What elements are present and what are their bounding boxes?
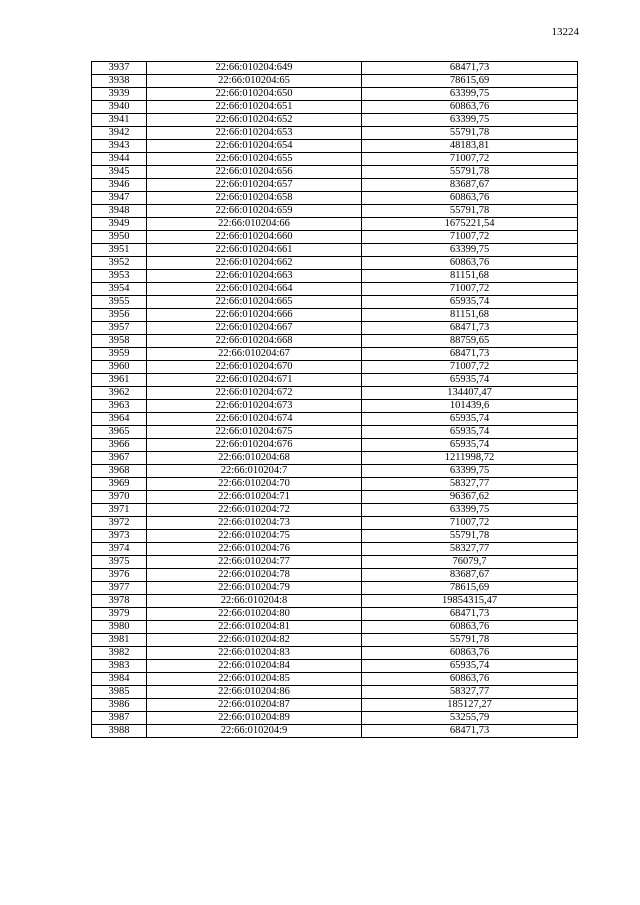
cadastral-number-cell: 22:66:010204:664	[147, 283, 362, 296]
value-cell: 1675221,54	[362, 218, 578, 231]
value-cell: 134407,47	[362, 387, 578, 400]
row-number-cell: 3939	[92, 88, 147, 101]
value-cell: 71007,72	[362, 153, 578, 166]
value-cell: 76079,7	[362, 556, 578, 569]
table-row	[92, 205, 578, 218]
value-cell: 63399,75	[362, 114, 578, 127]
table-row	[92, 257, 578, 270]
cadastral-number-cell: 22:66:010204:79	[147, 582, 362, 595]
table-row	[92, 413, 578, 426]
row-number-cell: 3983	[92, 660, 147, 673]
cadastral-number-cell: 22:66:010204:652	[147, 114, 362, 127]
cadastral-number-cell: 22:66:010204:659	[147, 205, 362, 218]
table-row	[92, 725, 578, 738]
row-number-cell: 3950	[92, 231, 147, 244]
cadastral-number-cell: 22:66:010204:81	[147, 621, 362, 634]
cadastral-number-cell: 22:66:010204:68	[147, 452, 362, 465]
cadastral-number-cell: 22:66:010204:71	[147, 491, 362, 504]
row-number-cell: 3959	[92, 348, 147, 361]
cadastral-number-cell: 22:66:010204:673	[147, 400, 362, 413]
row-number-cell: 3953	[92, 270, 147, 283]
row-number-cell: 3971	[92, 504, 147, 517]
cadastral-number-cell: 22:66:010204:82	[147, 634, 362, 647]
row-number-cell: 3975	[92, 556, 147, 569]
row-number-cell: 3941	[92, 114, 147, 127]
cadastral-number-cell: 22:66:010204:660	[147, 231, 362, 244]
cadastral-number-cell: 22:66:010204:76	[147, 543, 362, 556]
value-cell: 65935,74	[362, 426, 578, 439]
value-cell: 68471,73	[362, 725, 578, 738]
value-cell: 63399,75	[362, 244, 578, 257]
table-row	[92, 712, 578, 725]
row-number-cell: 3948	[92, 205, 147, 218]
value-cell: 68471,73	[362, 62, 578, 75]
value-cell: 19854315,47	[362, 595, 578, 608]
cadastral-number-cell: 22:66:010204:657	[147, 179, 362, 192]
table-row	[92, 192, 578, 205]
row-number-cell: 3946	[92, 179, 147, 192]
value-cell: 63399,75	[362, 504, 578, 517]
cadastral-number-cell: 22:66:010204:89	[147, 712, 362, 725]
cadastral-value-table	[91, 61, 578, 738]
cadastral-number-cell: 22:66:010204:77	[147, 556, 362, 569]
table-row	[92, 218, 578, 231]
cadastral-number-cell: 22:66:010204:676	[147, 439, 362, 452]
table-row	[92, 452, 578, 465]
row-number-cell: 3976	[92, 569, 147, 582]
table-row	[92, 439, 578, 452]
row-number-cell: 3942	[92, 127, 147, 140]
cadastral-number-cell: 22:66:010204:658	[147, 192, 362, 205]
row-number-cell: 3987	[92, 712, 147, 725]
row-number-cell: 3966	[92, 439, 147, 452]
cadastral-number-cell: 22:66:010204:67	[147, 348, 362, 361]
row-number-cell: 3982	[92, 647, 147, 660]
value-cell: 53255,79	[362, 712, 578, 725]
row-number-cell: 3957	[92, 322, 147, 335]
cadastral-number-cell: 22:66:010204:9	[147, 725, 362, 738]
table-row	[92, 374, 578, 387]
row-number-cell: 3952	[92, 257, 147, 270]
cadastral-number-cell: 22:66:010204:655	[147, 153, 362, 166]
table-body	[92, 62, 578, 738]
table-row	[92, 283, 578, 296]
cadastral-number-cell: 22:66:010204:66	[147, 218, 362, 231]
cadastral-number-cell: 22:66:010204:83	[147, 647, 362, 660]
table-row	[92, 543, 578, 556]
table-row	[92, 179, 578, 192]
row-number-cell: 3956	[92, 309, 147, 322]
cadastral-number-cell: 22:66:010204:671	[147, 374, 362, 387]
table-row	[92, 608, 578, 621]
row-number-cell: 3974	[92, 543, 147, 556]
table-row	[92, 335, 578, 348]
row-number-cell: 3969	[92, 478, 147, 491]
table-row	[92, 75, 578, 88]
table-row	[92, 582, 578, 595]
cadastral-number-cell: 22:66:010204:72	[147, 504, 362, 517]
table-row	[92, 231, 578, 244]
cadastral-number-cell: 22:66:010204:661	[147, 244, 362, 257]
row-number-cell: 3977	[92, 582, 147, 595]
table-row	[92, 660, 578, 673]
table-row	[92, 595, 578, 608]
row-number-cell: 3979	[92, 608, 147, 621]
value-cell: 65935,74	[362, 439, 578, 452]
value-cell: 78615,69	[362, 582, 578, 595]
value-cell: 60863,76	[362, 647, 578, 660]
row-number-cell: 3955	[92, 296, 147, 309]
value-cell: 60863,76	[362, 621, 578, 634]
row-number-cell: 3958	[92, 335, 147, 348]
cadastral-number-cell: 22:66:010204:663	[147, 270, 362, 283]
value-cell: 71007,72	[362, 361, 578, 374]
table-row	[92, 478, 578, 491]
table-row	[92, 101, 578, 114]
cadastral-number-cell: 22:66:010204:653	[147, 127, 362, 140]
value-cell: 60863,76	[362, 257, 578, 270]
value-cell: 83687,67	[362, 179, 578, 192]
table-row	[92, 686, 578, 699]
value-cell: 58327,77	[362, 686, 578, 699]
table-row	[92, 387, 578, 400]
cadastral-number-cell: 22:66:010204:7	[147, 465, 362, 478]
value-cell: 63399,75	[362, 465, 578, 478]
table-row	[92, 127, 578, 140]
value-cell: 81151,68	[362, 270, 578, 283]
table-row	[92, 621, 578, 634]
table-row	[92, 491, 578, 504]
row-number-cell: 3947	[92, 192, 147, 205]
cadastral-number-cell: 22:66:010204:78	[147, 569, 362, 582]
table-row	[92, 270, 578, 283]
value-cell: 60863,76	[362, 673, 578, 686]
page-number: 13224	[551, 26, 579, 38]
cadastral-number-cell: 22:66:010204:665	[147, 296, 362, 309]
cadastral-number-cell: 22:66:010204:666	[147, 309, 362, 322]
value-cell: 55791,78	[362, 530, 578, 543]
row-number-cell: 3980	[92, 621, 147, 634]
value-cell: 55791,78	[362, 205, 578, 218]
table-row	[92, 140, 578, 153]
value-cell: 81151,68	[362, 309, 578, 322]
cadastral-number-cell: 22:66:010204:674	[147, 413, 362, 426]
row-number-cell: 3967	[92, 452, 147, 465]
table-row	[92, 556, 578, 569]
value-cell: 60863,76	[362, 192, 578, 205]
table-row	[92, 322, 578, 335]
cadastral-number-cell: 22:66:010204:650	[147, 88, 362, 101]
value-cell: 60863,76	[362, 101, 578, 114]
row-number-cell: 3945	[92, 166, 147, 179]
value-cell: 71007,72	[362, 231, 578, 244]
row-number-cell: 3962	[92, 387, 147, 400]
cadastral-number-cell: 22:66:010204:662	[147, 257, 362, 270]
value-cell: 68471,73	[362, 608, 578, 621]
value-cell: 101439,6	[362, 400, 578, 413]
value-cell: 48183,81	[362, 140, 578, 153]
table-row	[92, 400, 578, 413]
table-row	[92, 153, 578, 166]
cadastral-number-cell: 22:66:010204:70	[147, 478, 362, 491]
row-number-cell: 3988	[92, 725, 147, 738]
cadastral-number-cell: 22:66:010204:86	[147, 686, 362, 699]
value-cell: 55791,78	[362, 166, 578, 179]
table-row	[92, 504, 578, 517]
cadastral-number-cell: 22:66:010204:84	[147, 660, 362, 673]
row-number-cell: 3973	[92, 530, 147, 543]
cadastral-number-cell: 22:66:010204:80	[147, 608, 362, 621]
row-number-cell: 3960	[92, 361, 147, 374]
cadastral-number-cell: 22:66:010204:668	[147, 335, 362, 348]
cadastral-number-cell: 22:66:010204:656	[147, 166, 362, 179]
table-row	[92, 634, 578, 647]
table-row	[92, 699, 578, 712]
value-cell: 63399,75	[362, 88, 578, 101]
value-cell: 185127,27	[362, 699, 578, 712]
value-cell: 58327,77	[362, 478, 578, 491]
value-cell: 96367,62	[362, 491, 578, 504]
value-cell: 1211998,72	[362, 452, 578, 465]
table-row	[92, 517, 578, 530]
table-row	[92, 530, 578, 543]
value-cell: 88759,65	[362, 335, 578, 348]
cadastral-number-cell: 22:66:010204:654	[147, 140, 362, 153]
row-number-cell: 3949	[92, 218, 147, 231]
value-cell: 68471,73	[362, 322, 578, 335]
row-number-cell: 3984	[92, 673, 147, 686]
value-cell: 65935,74	[362, 413, 578, 426]
row-number-cell: 3972	[92, 517, 147, 530]
table-row	[92, 647, 578, 660]
value-cell: 55791,78	[362, 127, 578, 140]
value-cell: 83687,67	[362, 569, 578, 582]
value-cell: 71007,72	[362, 283, 578, 296]
cadastral-number-cell: 22:66:010204:670	[147, 361, 362, 374]
value-cell: 65935,74	[362, 660, 578, 673]
cadastral-number-cell: 22:66:010204:8	[147, 595, 362, 608]
table-row	[92, 569, 578, 582]
row-number-cell: 3964	[92, 413, 147, 426]
row-number-cell: 3970	[92, 491, 147, 504]
table-row	[92, 88, 578, 101]
value-cell: 65935,74	[362, 374, 578, 387]
row-number-cell: 3954	[92, 283, 147, 296]
row-number-cell: 3985	[92, 686, 147, 699]
value-cell: 68471,73	[362, 348, 578, 361]
row-number-cell: 3968	[92, 465, 147, 478]
value-cell: 58327,77	[362, 543, 578, 556]
row-number-cell: 3963	[92, 400, 147, 413]
table-row	[92, 465, 578, 478]
row-number-cell: 3981	[92, 634, 147, 647]
table-row	[92, 673, 578, 686]
row-number-cell: 3940	[92, 101, 147, 114]
row-number-cell: 3937	[92, 62, 147, 75]
row-number-cell: 3943	[92, 140, 147, 153]
row-number-cell: 3944	[92, 153, 147, 166]
table-row	[92, 166, 578, 179]
table-row	[92, 296, 578, 309]
table-row	[92, 426, 578, 439]
row-number-cell: 3978	[92, 595, 147, 608]
cadastral-number-cell: 22:66:010204:651	[147, 101, 362, 114]
value-cell: 71007,72	[362, 517, 578, 530]
cadastral-number-cell: 22:66:010204:87	[147, 699, 362, 712]
table-row	[92, 244, 578, 257]
row-number-cell: 3965	[92, 426, 147, 439]
cadastral-number-cell: 22:66:010204:649	[147, 62, 362, 75]
cadastral-number-cell: 22:66:010204:667	[147, 322, 362, 335]
cadastral-number-cell: 22:66:010204:672	[147, 387, 362, 400]
value-cell: 55791,78	[362, 634, 578, 647]
cadastral-number-cell: 22:66:010204:75	[147, 530, 362, 543]
cadastral-number-cell: 22:66:010204:73	[147, 517, 362, 530]
row-number-cell: 3938	[92, 75, 147, 88]
table-row	[92, 348, 578, 361]
table-row	[92, 309, 578, 322]
row-number-cell: 3986	[92, 699, 147, 712]
row-number-cell: 3951	[92, 244, 147, 257]
row-number-cell: 3961	[92, 374, 147, 387]
value-cell: 78615,69	[362, 75, 578, 88]
table-row	[92, 62, 578, 75]
value-cell: 65935,74	[362, 296, 578, 309]
cadastral-number-cell: 22:66:010204:675	[147, 426, 362, 439]
table-row	[92, 114, 578, 127]
cadastral-number-cell: 22:66:010204:85	[147, 673, 362, 686]
table-row	[92, 361, 578, 374]
cadastral-number-cell: 22:66:010204:65	[147, 75, 362, 88]
